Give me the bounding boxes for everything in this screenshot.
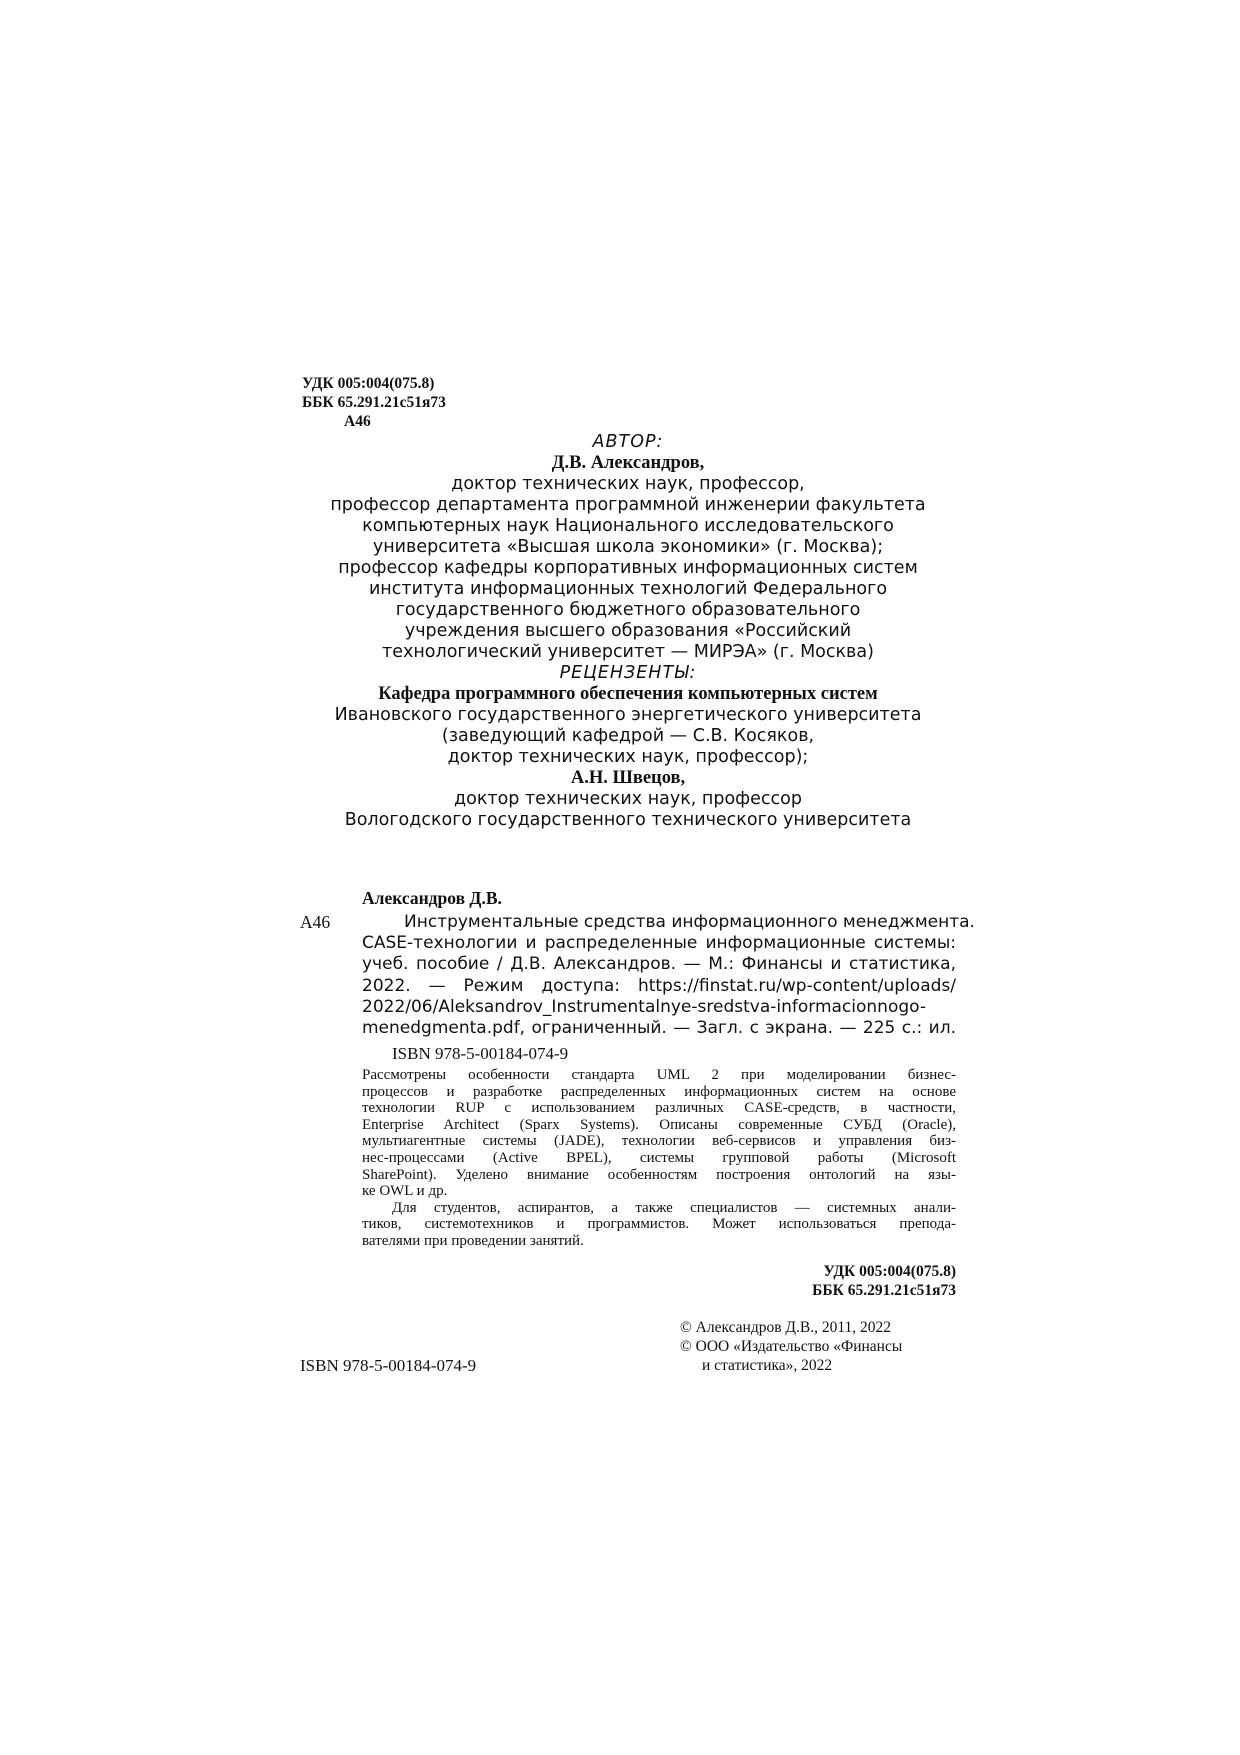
abstract bbox=[362, 1067, 956, 1250]
isbn-record: ISBN 978-5-00184-074-9 bbox=[392, 1044, 569, 1063]
audience-line: вателями при проведении занятий. bbox=[362, 1232, 584, 1249]
copyright-line: и статистика», 2022 bbox=[702, 1357, 833, 1374]
author-line: профессор департамента программной инженерии факультета bbox=[330, 495, 926, 515]
abstract-line: процессов и разработке распределенных информационных систем на основе bbox=[362, 1083, 956, 1100]
biblio-line: CASE-технологии и распределенные информационные системы: bbox=[362, 933, 956, 954]
reviewer1-line: Ивановского государственного энергетического университета bbox=[334, 705, 922, 725]
biblio-author: Александров Д.В. bbox=[362, 888, 502, 908]
author-heading: АВТОР: bbox=[592, 432, 664, 452]
reviewer2-line: доктор технических наук, профессор bbox=[454, 789, 802, 809]
abstract-line: ке OWL и др. bbox=[362, 1183, 448, 1200]
biblio-line: 2022. — Режим доступа: https://finstat.ru/wp-content/uploads/ bbox=[362, 975, 956, 996]
reviewers-heading: РЕЦЕНЗЕНТЫ: bbox=[559, 663, 697, 683]
author-line: университета «Высшая школа экономики» (г. Москва); bbox=[372, 537, 884, 557]
reviewer2-line: Вологодского государственного технического университета bbox=[344, 810, 912, 830]
author-mark: А46 bbox=[344, 413, 371, 430]
abstract-line: нес-процессами (Active BPEL), системы групповой работы (Microsoft bbox=[362, 1149, 956, 1166]
author-line: доктор технических наук, профессор, bbox=[451, 474, 805, 494]
reviewer1-line: (заведующий кафедрой — С.В. Косяков, bbox=[441, 726, 815, 746]
author-name: Д.В. Александров, bbox=[551, 453, 705, 473]
author-line: технологический университет — МИРЭА» (г. Москва) bbox=[382, 642, 874, 662]
copyright-block bbox=[680, 1318, 902, 1375]
abstract-line: мультиагентные системы (JADE), технологии веб-сервисов и управления биз- bbox=[362, 1133, 956, 1150]
abstract-line: технологии RUP с использованием различных CASE-средств, в частности, bbox=[362, 1100, 956, 1117]
reviewer1-org: Кафедра программного обеспечения компьютерных систем bbox=[378, 684, 878, 704]
udk-code-bottom: УДК 005:004(075.8) bbox=[823, 1263, 956, 1280]
author-line: государственного бюджетного образовательного bbox=[395, 600, 861, 620]
classification-bottom bbox=[812, 1262, 956, 1300]
isbn-bottom: ISBN 978-5-00184-074-9 bbox=[300, 1356, 477, 1375]
biblio-line: Инструментальные средства информационного менеджмента. bbox=[404, 912, 975, 932]
bbk-code: ББК 65.291.21с51я73 bbox=[302, 394, 446, 411]
author-line: компьютерных наук Национального исследовательского bbox=[362, 516, 894, 536]
abstract-line: Рассмотрены особенности стандарта UML 2 при моделировании бизнес- bbox=[362, 1067, 956, 1083]
reviewer2-name: А.Н. Швецов, bbox=[570, 768, 686, 788]
biblio-line: 2022/06/Aleksandrov_Instrumentalnye-sredstva-informacionnogo- bbox=[362, 996, 926, 1017]
abstract-line: Enterprise Architect (Sparx Systems). Описаны современные СУБД (Oracle), bbox=[362, 1116, 956, 1133]
authors-reviewers-block bbox=[300, 432, 956, 831]
udk-code: УДК 005:004(075.8) bbox=[302, 375, 435, 392]
audience-line: Для студентов, аспирантов, а также специалистов — системных анали- bbox=[392, 1199, 956, 1216]
biblio-line: учеб. пособие / Д.В. Александров. — М.: Финансы и статистика, bbox=[362, 954, 956, 975]
biblio-line: menedgmenta.pdf, ограниченный. — Загл. с экрана. — 225 с.: ил. bbox=[362, 1018, 956, 1039]
author-line: профессор кафедры корпоративных информационных систем bbox=[338, 558, 918, 578]
abstract-line: SharePoint). Уделено внимание особенностям построения онтологий на язы- bbox=[362, 1166, 956, 1183]
author-line: учреждения высшего образования «Российский bbox=[404, 621, 852, 641]
biblio-code: А46 bbox=[300, 912, 331, 932]
author-line: института информационных технологий Федерального bbox=[368, 579, 888, 599]
copyright-line: © Александров Д.В., 2011, 2022 bbox=[680, 1319, 892, 1336]
classification-top bbox=[302, 374, 446, 431]
audience-line: тиков, системотехников и программистов. Может использоваться препода- bbox=[362, 1216, 956, 1233]
bbk-code-bottom: ББК 65.291.21с51я73 bbox=[812, 1282, 956, 1299]
biblio-description bbox=[362, 912, 975, 1039]
copyright-line: © ООО «Издательство «Финансы bbox=[680, 1338, 903, 1355]
reviewer1-line: доктор технических наук, профессор); bbox=[447, 747, 809, 767]
